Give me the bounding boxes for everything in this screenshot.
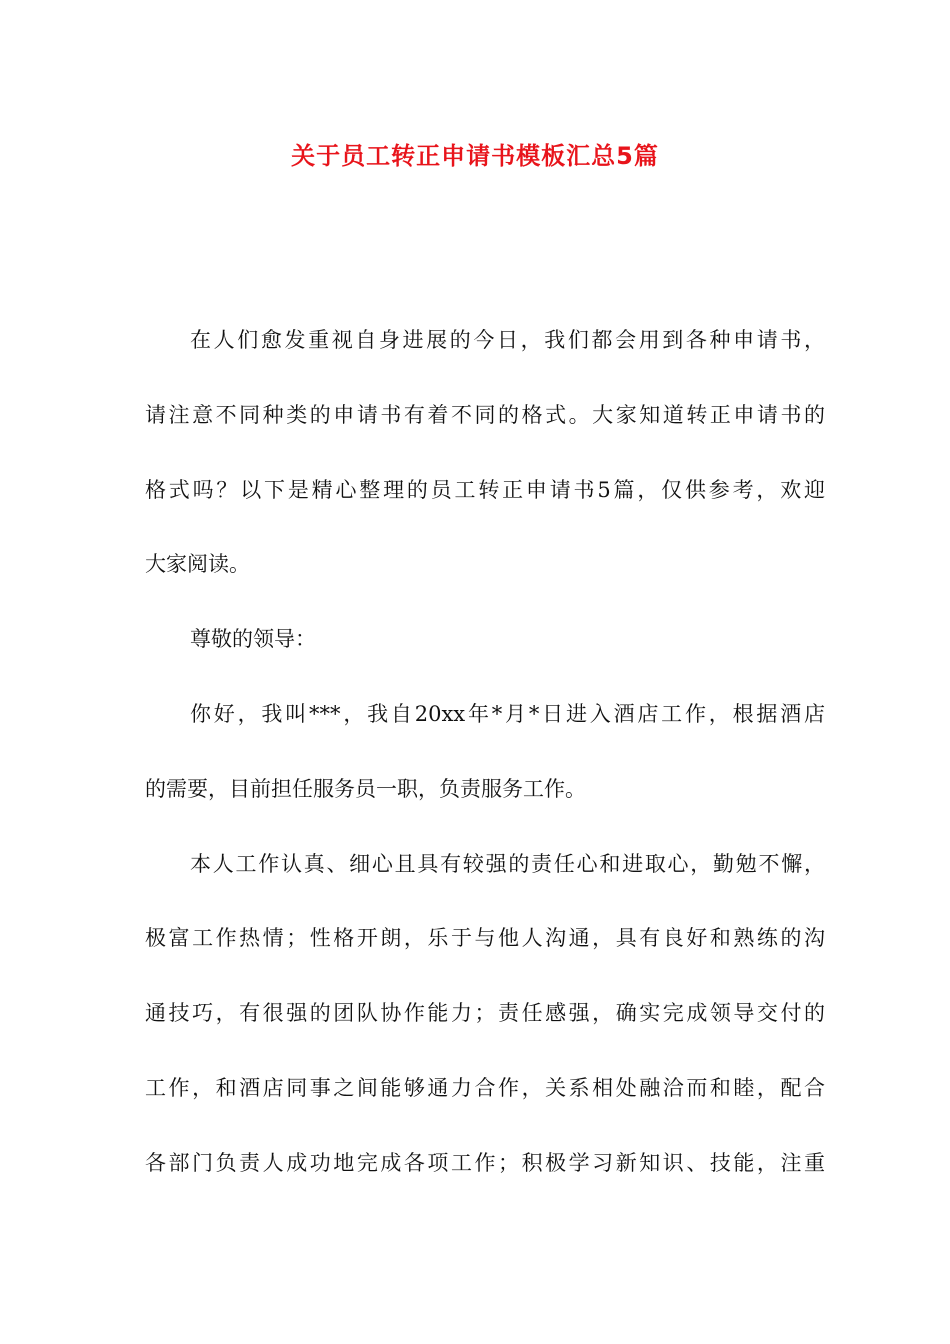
paragraph-line: 工作，和酒店同事之间能够通力合作，关系相处融洽而和睦，配合 [145, 1076, 825, 1100]
paragraph-line: 本人工作认真、细心且具有较强的责任心和进取心，勤勉不懈， [190, 852, 825, 876]
paragraph-line: 极富工作热情；性格开朗，乐于与他人沟通，具有良好和熟练的沟 [145, 926, 825, 950]
paragraph-line: 请注意不同种类的申请书有着不同的格式。大家知道转正申请书的 [145, 403, 825, 427]
paragraph-line: 的需要，目前担任服务员一职，负责服务工作。 [145, 777, 586, 801]
salutation-line: 尊敬的领导： [190, 627, 316, 651]
paragraph-line: 格式吗？以下是精心整理的员工转正申请书5篇，仅供参考，欢迎 [145, 478, 825, 502]
paragraph-line: 大家阅读。 [145, 552, 250, 576]
document-title: 关于员工转正申请书模板汇总5篇 [291, 142, 659, 170]
paragraph-line: 你好，我叫***，我自20xx年*月*日进入酒店工作，根据酒店 [190, 702, 825, 726]
paragraph-line: 在人们愈发重视自身进展的今日，我们都会用到各种申请书， [190, 328, 825, 352]
paragraph-line: 通技巧，有很强的团队协作能力；责任感强，确实完成领导交付的 [145, 1001, 825, 1025]
paragraph-line: 各部门负责人成功地完成各项工作；积极学习新知识、技能，注重 [145, 1151, 825, 1175]
